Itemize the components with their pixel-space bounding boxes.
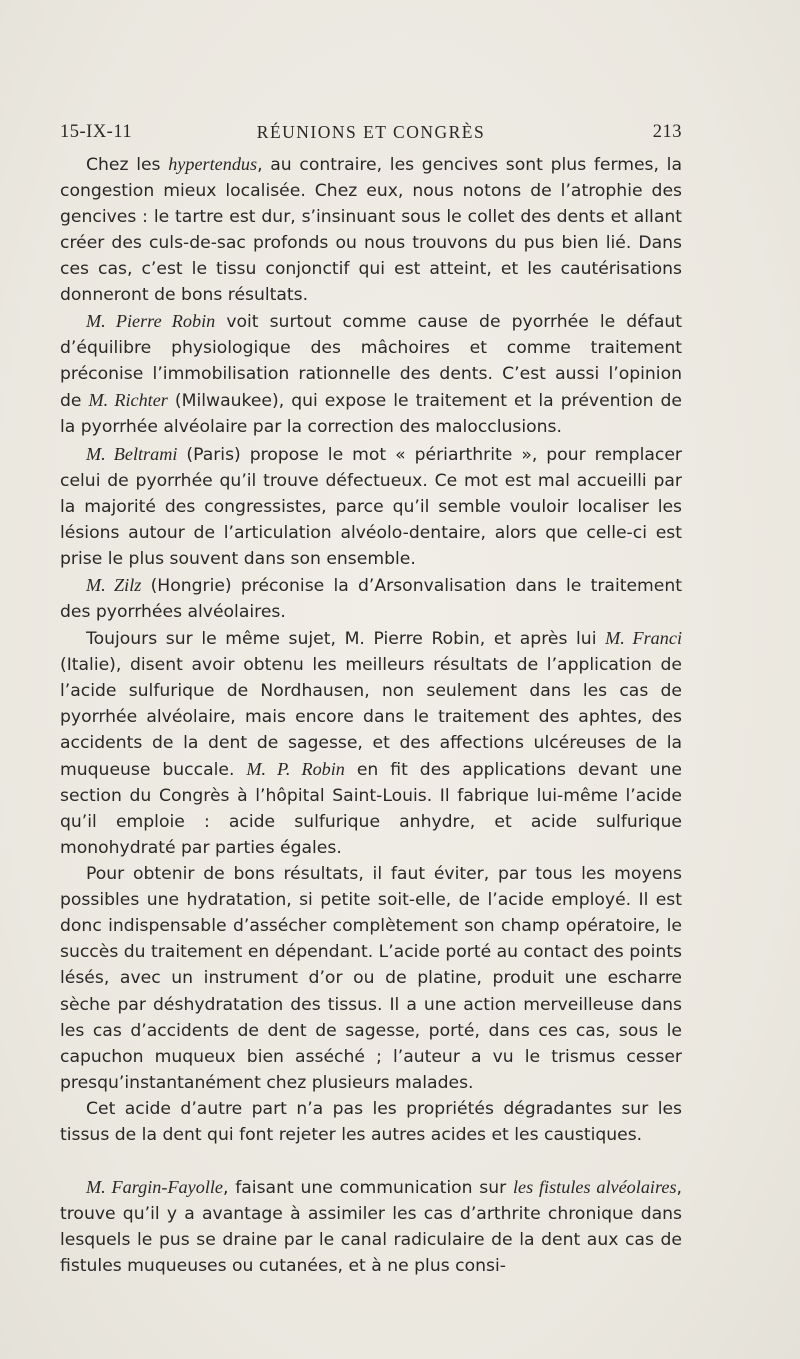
author-name: M. Beltrami xyxy=(86,443,178,464)
text-run: , faisant une communication sur xyxy=(223,1177,513,1198)
text-run: voit surtout comme cause de pyorrhée le défaut d’équilibre physiologique des mâchoires et comme traitement préconise l’immobilisation rationnelle des dents. C’est aussi l’opinion de xyxy=(60,312,682,412)
text-run: Chez les xyxy=(86,155,169,175)
section-title: RÉUNIONS ET CONGRÈS xyxy=(256,122,486,142)
italic-title: les fistules alvéolaires xyxy=(512,1176,677,1197)
author-name: M. P. Robin xyxy=(246,759,345,780)
article-body xyxy=(60,151,682,1279)
author-name: M. Franci xyxy=(605,627,682,648)
italic-term: hypertendus xyxy=(168,154,258,174)
text-run: , au contraire, les gencives sont plus fermes, la congestion mieux localisée. Chez eux, nous notons de l’atrophie des gencives : le tartre est dur, s’insinuant sous le collet des dents et allant créer des culs-de-sac profonds ou nous trouvons du pus bien lié. Dans ces cas, c’est le tissu conjonctif qui est atteint, et les cautérisations donneront de bons résultats. xyxy=(60,155,682,306)
author-name: M. Zilz xyxy=(86,574,142,595)
text-run: Toujours sur le même sujet, M. Pierre Robin, et après lui xyxy=(86,628,606,649)
text-run: en fit des applications devant une section du Congrès à l’hôpital Saint-Louis. Il fabrique lui-même l’acide qu’il emploie : acide sulfurique anhydre, et acide sulfurique monohydraté par parties égales. xyxy=(60,760,682,859)
paragraph-proprietes xyxy=(60,1096,682,1148)
paragraph-fargin-fayolle xyxy=(60,1174,682,1279)
author-name: M. Richter xyxy=(88,390,168,411)
text-run: (Paris) propose le mot « périarthrite », pour remplacer celui de pyorrhée qu’il trouve défectueux. Ce mot est mal accueilli par la majorité des congressistes, parce qu’il semble vouloir localiser les lésions autour de l’articulation alvéolo-dentaire, alors que celle-ci est prise le plus souvent dans son ensemble. xyxy=(60,444,682,569)
paragraph-resultats xyxy=(60,861,682,1095)
text-run: (Hongrie) préconise la d’Arsonvalisation dans le traitement des pyorrhées alvéolaires. xyxy=(60,575,682,622)
paragraph-acide-sulfurique xyxy=(60,625,682,861)
running-head xyxy=(60,122,682,148)
author-name: M. Pierre Robin xyxy=(86,311,216,332)
paragraph-robin xyxy=(60,308,682,440)
text-run: , trouve qu’il y a avantage à assimiler les cas d’arthrite chronique dans lesquels le pus se draine par le canal radiculaire de la dent aux cas de fistules muqueuses ou cutanées, et à ne plus consi- xyxy=(60,1177,682,1276)
text-run: (Milwaukee), qui expose le traitement et la prévention de la pyorrhée alvéolaire par la correction des malocclusions. xyxy=(60,391,682,438)
issue-date: 15-IX-11 xyxy=(60,122,133,142)
text-run: Pour obtenir de bons résultats, il faut éviter, par tous les moyens possibles une hydratation, si petite soit-elle, de l’acide employé. Il est donc indispensable d’assécher complètement son champ opératoire, le succès du traitement en dépendant. L’acide porté au contact des points lésés, avec un instrument d’or ou de platine, produit une escharre sèche par déshydratation des tissus. Il a une action merveilleuse dans les cas d’accidents de dent de sagesse, porté, dans ces cas, sous le capuchon muqueux bien asséché ; l’auteur a vu le trismus cesser presqu’instantanément chez plusieurs malades. xyxy=(60,864,683,1093)
paragraph-beltrami xyxy=(60,441,682,572)
page-number: 213 xyxy=(652,122,682,142)
text-run: (Italie), disent avoir obtenu les meilleurs résultats de l’application de l’acide sulfurique de Nordhausen, non seulement dans les cas de pyorrhée alvéolaire, mais encore dans le traitement des aphtes, des accidents de la dent de sagesse, et des affections ulcéreuses de la muqueuse buccale. xyxy=(60,654,682,781)
author-name: M. Fargin-Fayolle xyxy=(86,1176,223,1197)
paragraph-zilz xyxy=(60,572,682,625)
paragraph-hypertendus xyxy=(60,151,682,308)
text-run: Cet acide d’autre part n’a pas les propriétés dégradantes sur les tissus de la dent qui font rejeter les autres acides et les caustiques. xyxy=(60,1098,682,1145)
